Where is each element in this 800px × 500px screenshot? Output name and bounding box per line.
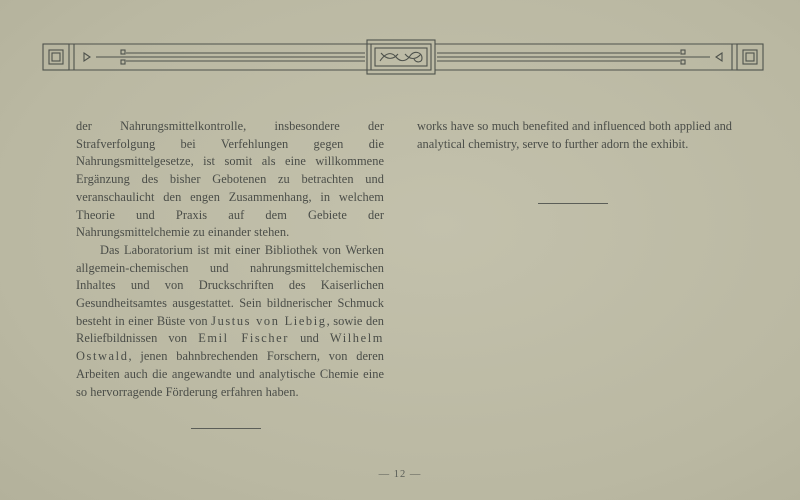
ornament-right-square-icon: [737, 44, 763, 70]
laboratory-text-part-2: , sowie den Reliefbildnissen von: [76, 313, 384, 346]
section-end-rule-right: [538, 203, 608, 204]
ornament-left-arrow-icon: [84, 53, 90, 61]
paragraph-laboratory: [76, 242, 384, 401]
ornament-center-panel-icon: [367, 40, 435, 74]
page-number: — 12 —: [378, 469, 422, 480]
laboratory-text-part-1: Das Laboratorium ist mit einer Bibliothek von Werken allgemein-chemischen und nahrungsmittelchemischen Inhaltes und von Druckschriften des Kaiserlichen Gesundheitsamtes ausgestattet. Sein bildnerischer Schmuck besteht in einer Büste von: [76, 242, 384, 328]
name-fischer: Emil Fischer: [198, 331, 290, 346]
paragraph-exhibit: works have so much benefited and influenced both applied and analytical chemistry, serve to further adorn the exhibit.: [417, 119, 732, 151]
section-end-rule-left: [191, 428, 261, 429]
laboratory-text-part-4: , jenen bahnbrechenden Forschern, von deren Arbeiten auch die angewandte und analytische Chemie eine so hervorragende Förderung erfahren haben.: [76, 349, 384, 399]
ornament-right-arrow-icon: [716, 53, 722, 61]
ornament-left-square-icon: [43, 44, 69, 70]
header-ornament-border: [40, 38, 766, 76]
german-text-column: [76, 118, 384, 401]
paragraph-food-control: der Nahrungsmittelkontrolle, insbesondere der Strafverfolgung bei Verfehlungen gegen die Nahrungsmittelgesetze, ist somit als eine willkommene Ergänzung des bisher Gebotenen zu betrachten und veranschaulicht den engen Zusammenhang, in welchem Theorie und Praxis auf dem Gebiete der Nahrungsmittelchemie zu einander stehen.: [76, 119, 384, 240]
name-ostwald: Wilhelm Ostwald: [76, 331, 384, 364]
name-liebig: Justus von Liebig: [211, 313, 327, 328]
english-text-column: [417, 118, 732, 153]
laboratory-text-part-3: und: [300, 331, 319, 346]
